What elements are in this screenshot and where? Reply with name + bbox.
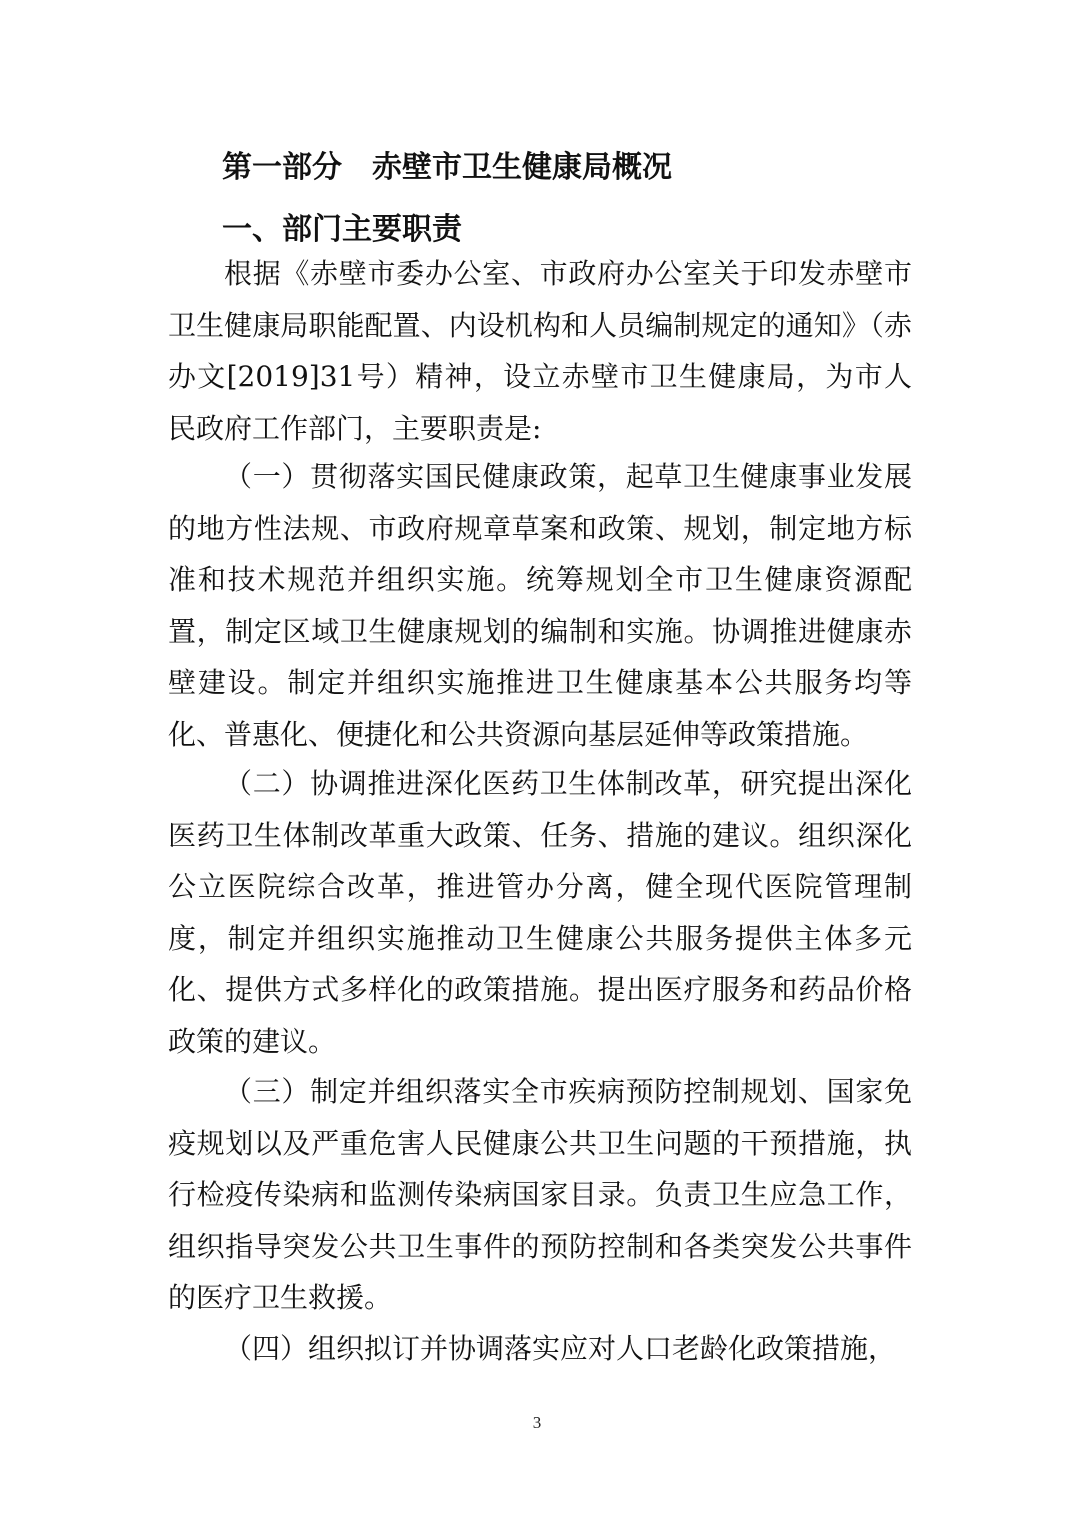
- part-title: 赤壁市卫生健康局概况: [372, 150, 672, 185]
- duty-paragraph-2: （二）协调推进深化医药卫生体制改革，研究提出深化医药卫生体制改革重大政策、任务、措施的建议。组织深化公立医院综合改革，推进管办分离，健全现代医院管理制度，制定并组织实施推动卫生健康公共服务提供主体多元化、提供方式多样化的政策措施。提出医疗服务和药品价格政策的建议。: [168, 767, 912, 1058]
- section-heading: 一、部门主要职责: [222, 212, 462, 247]
- part-label: 第一部分: [222, 150, 342, 185]
- duty-paragraph-1: （一）贯彻落实国民健康政策，起草卫生健康事业发展的地方性法规、市政府规章草案和政策、规划，制定地方标准和技术规范并组织实施。统筹规划全市卫生健康资源配置，制定区域卫生健康规划的编制和实施。协调推进健康赤壁建设。制定并组织实施推进卫生健康基本公共服务均等化、普惠化、便捷化和公共资源向基层延伸等政策措施。: [168, 460, 912, 751]
- page-number: 3: [532, 1413, 542, 1432]
- intro-paragraph: 根据《赤壁市委办公室、市政府办公室关于印发赤壁市卫生健康局职能配置、内设机构和人员编制规定的通知》（赤办文[2019]31号）精神，设立赤壁市卫生健康局，为市人民政府工作部门，主要职责是:: [168, 257, 912, 445]
- duty-paragraph-4: （四）组织拟订并协调落实应对人口老龄化政策措施，: [224, 1332, 897, 1365]
- part-heading: [222, 142, 672, 186]
- duty-paragraph-3: （三）制定并组织落实全市疾病预防控制规划、国家免疫规划以及严重危害人民健康公共卫生问题的干预措施，执行检疫传染病和监测传染病国家目录。负责卫生应急工作，组织指导突发公共卫生事件的预防控制和各类突发公共事件的医疗卫生救援。: [168, 1075, 912, 1314]
